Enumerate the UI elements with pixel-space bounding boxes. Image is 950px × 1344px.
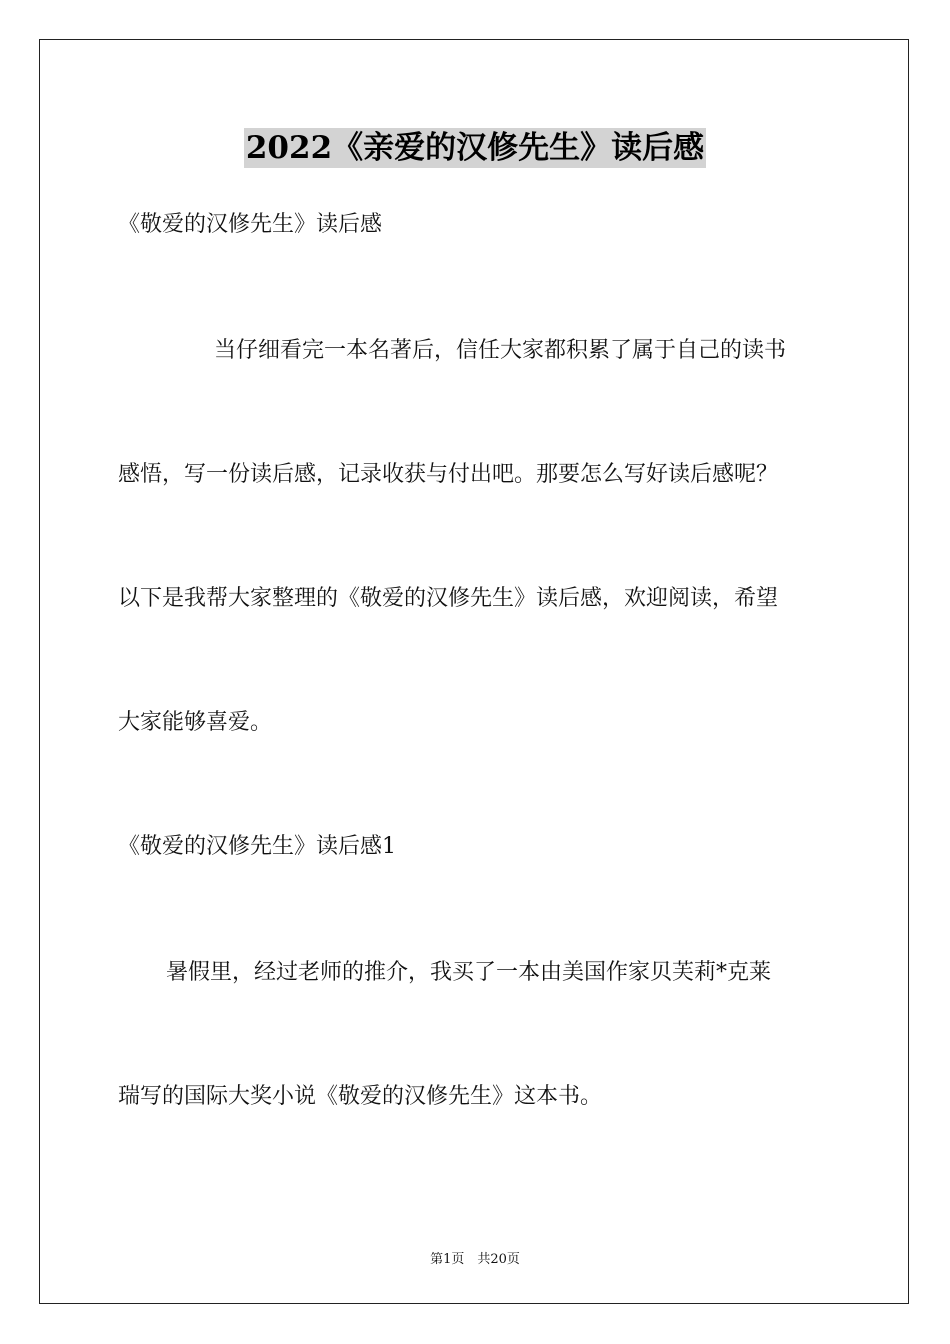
- page-number: 第1页 共20页: [430, 1252, 520, 1267]
- body-line-2: 瑞写的国际大奖小说《敬爱的汉修先生》这本书。: [118, 1084, 603, 1109]
- intro-line-2: 感悟，写一份读后感，记录收获与付出吧。那要怎么写好读后感呢？: [118, 462, 779, 487]
- intro-line-1: 当仔细看完一本名著后，信任大家都积累了属于自己的读书: [214, 338, 787, 363]
- body-line-1: 暑假里，经过老师的推介，我买了一本由美国作家贝芙莉*克莱: [166, 960, 772, 985]
- title-container: [0, 128, 950, 168]
- document-title: 2022《亲爱的汉修先生》读后感: [245, 130, 705, 166]
- intro-line-4: 大家能够喜爱。: [118, 710, 273, 735]
- section-heading: 《敬爱的汉修先生》读后感1: [118, 834, 396, 859]
- subtitle: 《敬爱的汉修先生》读后感: [118, 212, 383, 237]
- intro-line-3: 以下是我帮大家整理的《敬爱的汉修先生》读后感，欢迎阅读，希望: [118, 586, 779, 611]
